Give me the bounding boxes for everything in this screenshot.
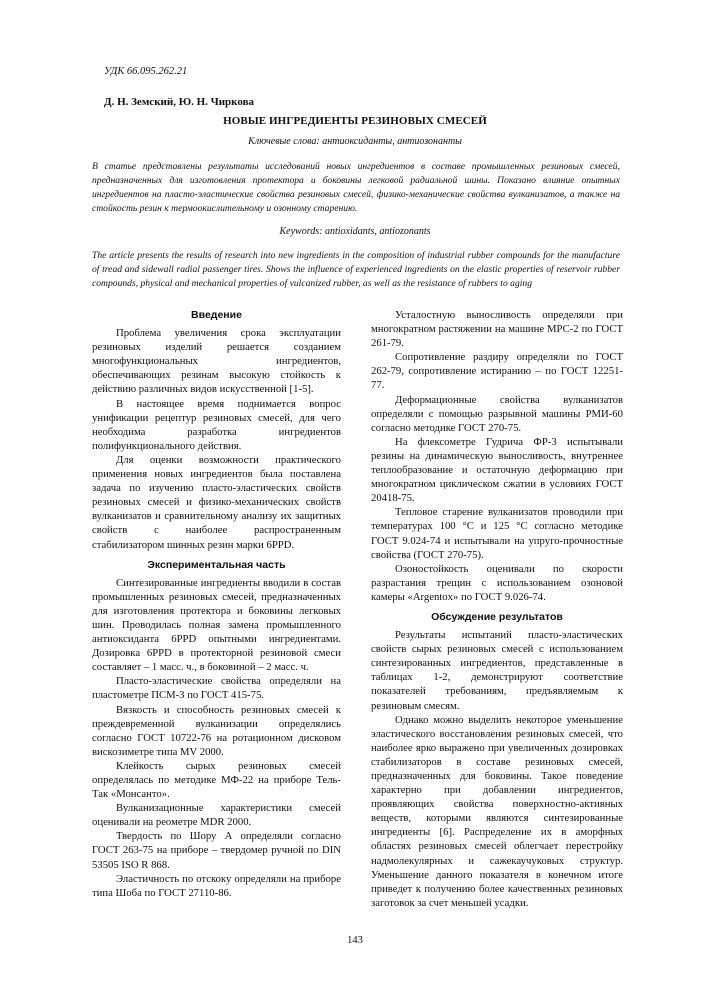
paragraph: В настоящее время поднимается вопрос унификации рецептур резиновых смесей, для чего необходима разработка ингредиентов полифункционального действия. bbox=[92, 397, 341, 452]
heading-results: Обсуждение результатов bbox=[431, 610, 563, 623]
paragraph: Синтезированные ингредиенты вводили в состав промышленных резиновых смесей, предназначенных для изготовления протектора и боковины легковых шин. Проводилась полная замена промышленного антиоксиданта 6PPD опытными ингредиентами. Дозировка 6PPD в протекторной резиновой смеси составляет – 1 масс. ч., в боковиной – 2 масс. ч. bbox=[92, 576, 341, 674]
paragraph: Клейкость сырых резиновых смесей определялась по методике МФ-22 на приборе Тель-Так «Монсанто». bbox=[92, 759, 341, 801]
paragraph: Проблема увеличения срока эксплуатации резиновых изделий решается созданием многофункциональных ингредиентов, обеспечивающих резинам высокую стойкость к действию различных видов искусственной [1-5]. bbox=[92, 327, 341, 396]
paragraph: Для оценки возможности практического применения новых ингредиентов была поставлена задача по изучению пласто-эластических свойств резиновых смесей и физико-механических свойств вулканизатов и сравнительному анализу их защитных свойств с наиболее распространенным стабилизатором шинных резин марки 6PPD. bbox=[92, 453, 341, 551]
page-number: 143 bbox=[347, 935, 363, 946]
abstract-en: The article presents the results of research into new ingredients in the composition of industrial rubber compounds for the manufacture of tread and sidewall radial passenger tires. Shows the influence of experienced ingredients on the elastic properties of reservoir rubber compounds, physical and mechanical properties of vulcanized rubber, as well as the resistance of rubbers to aging bbox=[92, 250, 620, 289]
abstract-ru: В статье представлены результаты исследований новых ингредиентов в составе промышленных резиновых смесей, предназначенных для изготовления протектора и боковины легковой радиальной шины. Показано влияние опытных ингредиентов на пласто-эластические свойства резиновых смесей, физико-механические свойства вулканизатов, а также на стойкость резин к термоокислительному и озонному старению. bbox=[92, 161, 620, 214]
paragraph: На флексометре Гудрича ФР-3 испытывали резины на динамическую выносливость, внутреннее теплообразование и остаточную деформацию при многократном циклическом сжатии в условиях ГОСТ 20418-75. bbox=[371, 435, 623, 505]
paragraph: Вязкость и способность резиновых смесей к преждевременной вулканизации определялись согласно ГОСТ 10722-76 на ротационном дисковом вискозиметре типа MV 2000. bbox=[92, 703, 341, 758]
authors: Д. Н. Земский, Ю. Н. Чиркова bbox=[104, 96, 255, 108]
heading-introduction: Введение bbox=[191, 309, 242, 321]
paragraph: Тепловое старение вулканизатов проводили при температурах 100 °С и 125 °С согласно методике ГОСТ 9.024-74 и испытывали на упруго-прочностные свойства (ГОСТ 270-75). bbox=[371, 506, 623, 561]
paragraph: Озоностойкость оценивали по скорости разрастания трещин с использованием озоновой камеры «Argentox» по ГОСТ 9.026-74. bbox=[371, 562, 623, 603]
paragraph: Вулканизационные характеристики смесей оценивали на реометре MDR 2000. bbox=[92, 802, 341, 829]
article-title: НОВЫЕ ИНГРЕДИЕНТЫ РЕЗИНОВЫХ СМЕСЕЙ bbox=[223, 115, 487, 127]
paragraph: Эластичность по отскоку определяли на приборе типа Шоба по ГОСТ 27110-86. bbox=[92, 872, 341, 899]
paragraph: Усталостную выносливость определяли при многократном растяжении на машине МРС-2 по ГОСТ 261-79. bbox=[371, 309, 623, 350]
paragraph: Сопротивление раздиру определяли по ГОСТ 262-79, сопротивление истиранию – по ГОСТ 12251-77. bbox=[371, 351, 623, 392]
paragraph: Однако можно выделить некоторое уменьшение эластического восстановления резиновых смесей, что наиболее ярко выражено при увеличенных дозировках стабилизаторов в составе резиновых смесей, предназначенных для боковины. Такое поведение характерно при добавлении ингредиентов, проявляющих свойства поверхностно-активных веществ, которыми являются синтезированные ингредиенты [6]. Распределение их в аморфных областях резиновых смесей облегчает перестройку надмолекулярных и сажекаучуковых структур. Уменьшение данного показателя в конечном итоге приведет к получению более качественных резиновых заготовок за счет меньшей усадки. bbox=[371, 713, 623, 909]
paragraph: Результаты испытаний пласто-эластических свойств сырых резиновых смесей с использованием синтезированных ингредиентов, представленные в таблицах 1-2, демонстрируют соответствие показателей требованиям, предъявляемым к резиновым смесям. bbox=[371, 629, 623, 712]
keywords-ru: Ключевые слова: антиоксиданты, антиозонанты bbox=[248, 136, 462, 147]
left-column bbox=[92, 308, 341, 900]
udk-code: УДК 66.095.262.21 bbox=[104, 66, 188, 77]
paragraph: Деформационные свойства вулканизатов определяли с помощью разрывной машины РМИ-60 согласно методике ГОСТ 270-75. bbox=[371, 393, 623, 434]
paragraph: Пласто-эластические свойства определяли на пластометре ПСМ-3 по ГОСТ 415-75. bbox=[92, 675, 341, 702]
heading-experimental: Экспериментальная часть bbox=[147, 558, 286, 571]
keywords-en: Keywords: antioxidants, antiozonants bbox=[279, 226, 431, 237]
right-column bbox=[371, 308, 623, 910]
paragraph: Твердость по Шору А определяли согласно ГОСТ 263-75 на приборе – твердомер ручной по DIN 53505 ISO R 868. bbox=[92, 830, 341, 871]
